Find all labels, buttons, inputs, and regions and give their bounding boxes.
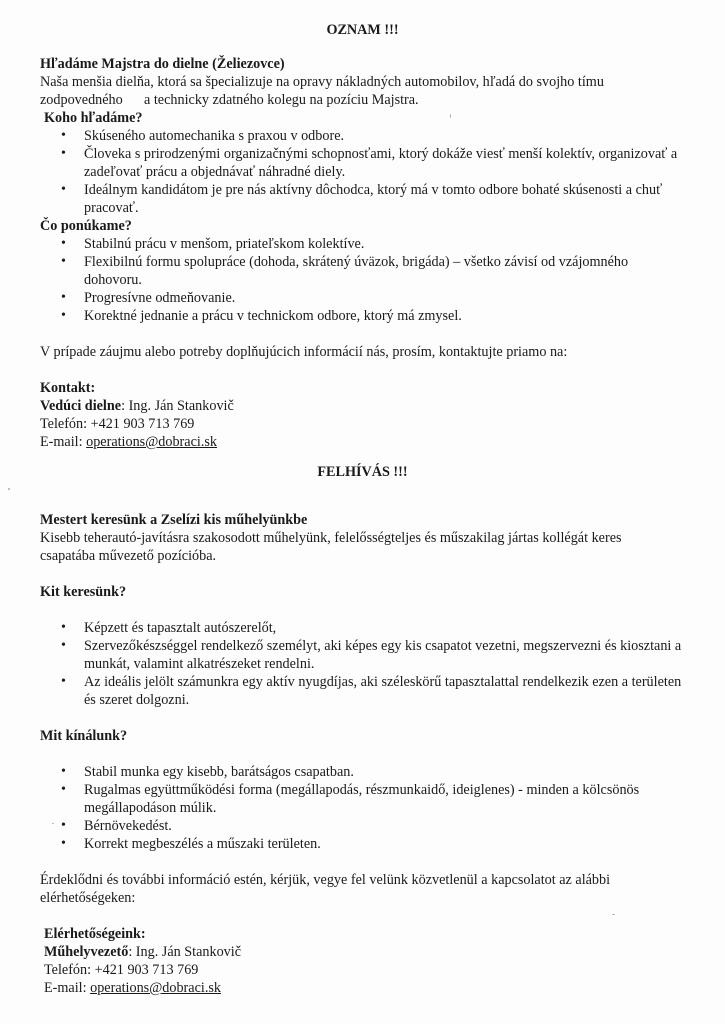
sk-intro-line-2: zodpovedného a technicky zdatného kolegu na pozíciu Majstra. bbox=[40, 92, 419, 108]
hu-manager-label: Műhelyvezető bbox=[44, 944, 129, 960]
hu-notice bbox=[40, 511, 685, 997]
list-item: • Človeka s prirodzenými organizačnými schopnosťami, ktorý dokáže viesť menší kolektív, organizovať a zadeľovať prácu a objednávať náhradné diely. bbox=[84, 145, 685, 181]
scan-speck bbox=[612, 914, 615, 915]
hu-manager bbox=[40, 943, 685, 961]
list-item: • Bérnövekedést. bbox=[84, 817, 685, 835]
sk-intro-line-1: Naša menšia dielňa, ktorá sa špecializuje na opravy nákladných automobilov, hľadá do svojho tímu bbox=[40, 74, 604, 90]
sk-email-line bbox=[40, 433, 685, 451]
hu-closing-text: Érdeklődni és további információ estén, kérjük, vegye fel velünk közvetlenül a kapcsolatot az alábbi elérhetőségeken: bbox=[40, 872, 611, 906]
sk-closing-text: V prípade záujmu alebo potreby doplňujúcich informácií nás, prosím, kontaktujte priamo na: bbox=[40, 344, 568, 360]
hu-intro-line-1: Kisebb teherautó-javításra szakosodott műhelyünk, felelősségteljes és műszakilag jártas kollégát keres bbox=[40, 530, 622, 546]
hu-email-link[interactable]: operations@dobraci.sk bbox=[90, 980, 221, 996]
list-item: • Stabilnú prácu v menšom, priateľskom kolektíve. bbox=[84, 235, 685, 253]
sk-heading: Hľadáme Majstra do dielne (Želiezovce) bbox=[40, 56, 285, 72]
sk-notice bbox=[40, 55, 685, 451]
sk-email-link[interactable]: operations@dobraci.sk bbox=[86, 434, 217, 450]
sk-offer-heading: Čo ponúkame? bbox=[40, 218, 132, 234]
hu-intro-line-2: csapatába művezető pozícióba. bbox=[40, 548, 217, 564]
list-item: • Rugalmas együttműködési forma (megállapodás, részmunkaidő, ideiglenes) - minden a kölcsönös megállapodáson múlik. bbox=[84, 781, 685, 817]
sk-contact-heading: Kontakt: bbox=[40, 380, 96, 396]
sk-phone: Telefón: +421 903 713 769 bbox=[40, 416, 195, 432]
sk-who-heading: Koho hľadáme? bbox=[44, 110, 143, 126]
sk-email-label: E-mail: bbox=[40, 434, 87, 450]
hu-email-line bbox=[40, 979, 685, 997]
hu-contact-heading: Elérhetőségeink: bbox=[44, 926, 146, 942]
hu-offer-heading: Mit kínálunk? bbox=[40, 728, 128, 744]
list-item: • Képzett és tapasztalt autószerelőt, bbox=[84, 619, 685, 637]
hu-offer-list bbox=[40, 763, 685, 853]
list-item: • Flexibilnú formu spolupráce (dohoda, skrátený úväzok, brigáda) – všetko závisí od vzájomného dohovoru. bbox=[84, 253, 685, 289]
hu-manager-name: : Ing. Ján Stankovič bbox=[128, 944, 242, 960]
list-item: • Az ideális jelölt számunkra egy aktív nyugdíjas, aki széleskörű tapasztalattal rendelkezik ezen a területen és szeret dolgozni. bbox=[84, 673, 685, 709]
list-item: • Ideálnym kandidátom je pre nás aktívny dôchodca, ktorý má v tomto odbore bohaté skúsenosti a chuť pracovať. bbox=[84, 181, 685, 217]
sk-who-list bbox=[40, 127, 685, 217]
hu-title: FELHÍVÁS !!! bbox=[317, 464, 408, 480]
sk-title: OZNAM !!! bbox=[326, 22, 399, 38]
list-item: • Szervezőkészséggel rendelkező személyt, aki képes egy kis csapatot vezetni, megszervezni és kiosztani a munkát, valamint alkatrészeket rendelni. bbox=[84, 637, 685, 673]
list-item: • Korektné jednanie a prácu v technickom odbore, ktorý má zmysel. bbox=[84, 307, 685, 325]
list-item: • Progresívne odmeňovanie. bbox=[84, 289, 685, 307]
list-item: • Stabil munka egy kisebb, barátságos csapatban. bbox=[84, 763, 685, 781]
scan-speck bbox=[450, 114, 451, 118]
scan-speck bbox=[52, 823, 54, 824]
sk-manager-name: : Ing. Ján Stankovič bbox=[121, 398, 234, 414]
hu-heading: Mestert keresünk a Zselízi kis műhelyünkbe bbox=[40, 512, 308, 528]
hu-who-heading: Kit keresünk? bbox=[40, 584, 127, 600]
hu-phone: Telefón: +421 903 713 769 bbox=[44, 962, 199, 978]
sk-offer-list bbox=[40, 235, 685, 325]
sk-manager bbox=[40, 397, 685, 415]
list-item: • Skúseného automechanika s praxou v odbore. bbox=[84, 127, 685, 145]
sk-manager-label: Vedúci dielne bbox=[40, 398, 122, 414]
scan-speck bbox=[8, 488, 10, 490]
list-item: • Korrekt megbeszélés a műszaki területen. bbox=[84, 835, 685, 853]
hu-who-list bbox=[40, 619, 685, 709]
hu-email-label: E-mail: bbox=[44, 980, 91, 996]
